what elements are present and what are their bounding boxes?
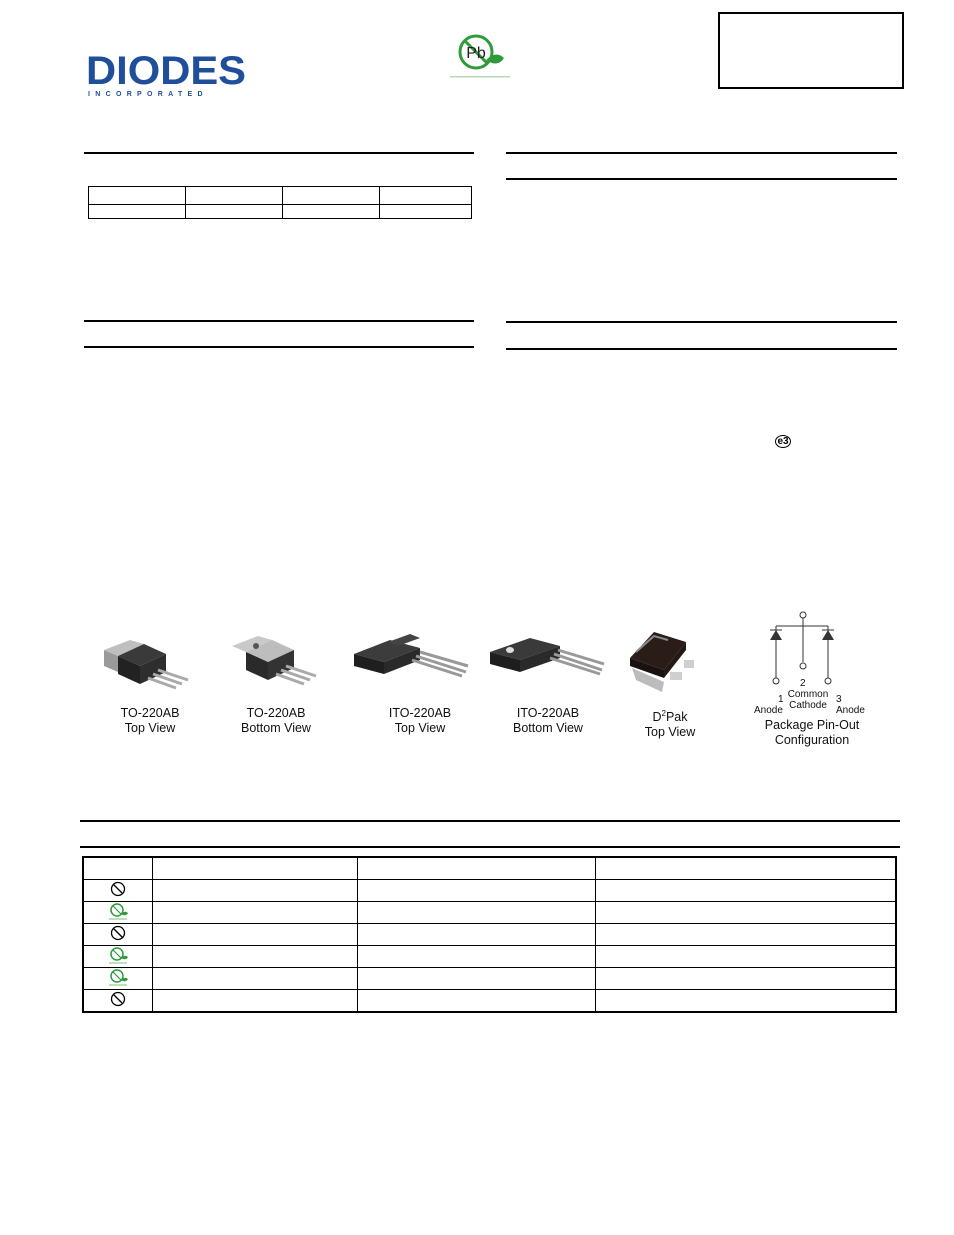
package-label: ITO-220AB Bottom View: [513, 706, 583, 735]
package-label: ITO-220AB Top View: [388, 706, 452, 735]
to220-bottom-image: [228, 632, 323, 699]
table-row: [83, 968, 896, 990]
pin1-name: Anode: [754, 705, 783, 716]
brand-sub-text: INCORPORATED: [88, 91, 208, 98]
table-row: [83, 990, 896, 1013]
section-rule: [84, 346, 474, 348]
section-rule: [506, 152, 897, 154]
package-label: TO-220AB Bottom View: [241, 706, 311, 735]
pin1-number: 1: [778, 694, 784, 705]
no-symbol-icon: [110, 998, 126, 1010]
pin2-name: Common Cathode: [787, 689, 829, 711]
package-label: TO-220AB Top View: [120, 706, 180, 735]
diodes-logo: [86, 48, 256, 100]
part-number-box: [718, 12, 904, 89]
section-rule: [84, 152, 474, 154]
table-row: [83, 880, 896, 902]
pb-free-green-icon: [107, 955, 129, 967]
no-symbol-icon: [110, 932, 126, 944]
ito220-top-image: [350, 630, 470, 695]
section-rule: [506, 178, 897, 180]
pb-free-green-icon: [107, 911, 129, 923]
section-rule: [506, 348, 897, 350]
brand-text: DIODES: [86, 49, 246, 93]
pb-free-logo: [446, 30, 516, 82]
section-rule: [80, 820, 900, 822]
pin3-name: Anode: [836, 705, 865, 716]
pb-badge-text: Pb: [466, 45, 486, 62]
to220-top-image: [100, 636, 195, 703]
table-row: [83, 902, 896, 924]
section-rule: [80, 846, 900, 848]
ordering-table: [82, 856, 897, 1013]
d2pak-image: [624, 628, 720, 699]
package-label: $D^2Pak$ Top View: [644, 709, 696, 740]
e3-lead-free-mark: e3: [775, 435, 791, 448]
pb-free-green-icon: [107, 977, 129, 989]
no-symbol-icon: [110, 888, 126, 900]
section-rule: [84, 320, 474, 322]
table-row: [83, 924, 896, 946]
section-rule: [506, 321, 897, 323]
pin3-number: 3: [836, 694, 842, 705]
table-row: [83, 946, 896, 968]
pin2-number: 2: [800, 678, 806, 689]
pinout-caption: Package Pin-Out Configuration: [764, 718, 860, 747]
ito220-bottom-image: [486, 630, 606, 695]
summary-table: [88, 186, 472, 219]
